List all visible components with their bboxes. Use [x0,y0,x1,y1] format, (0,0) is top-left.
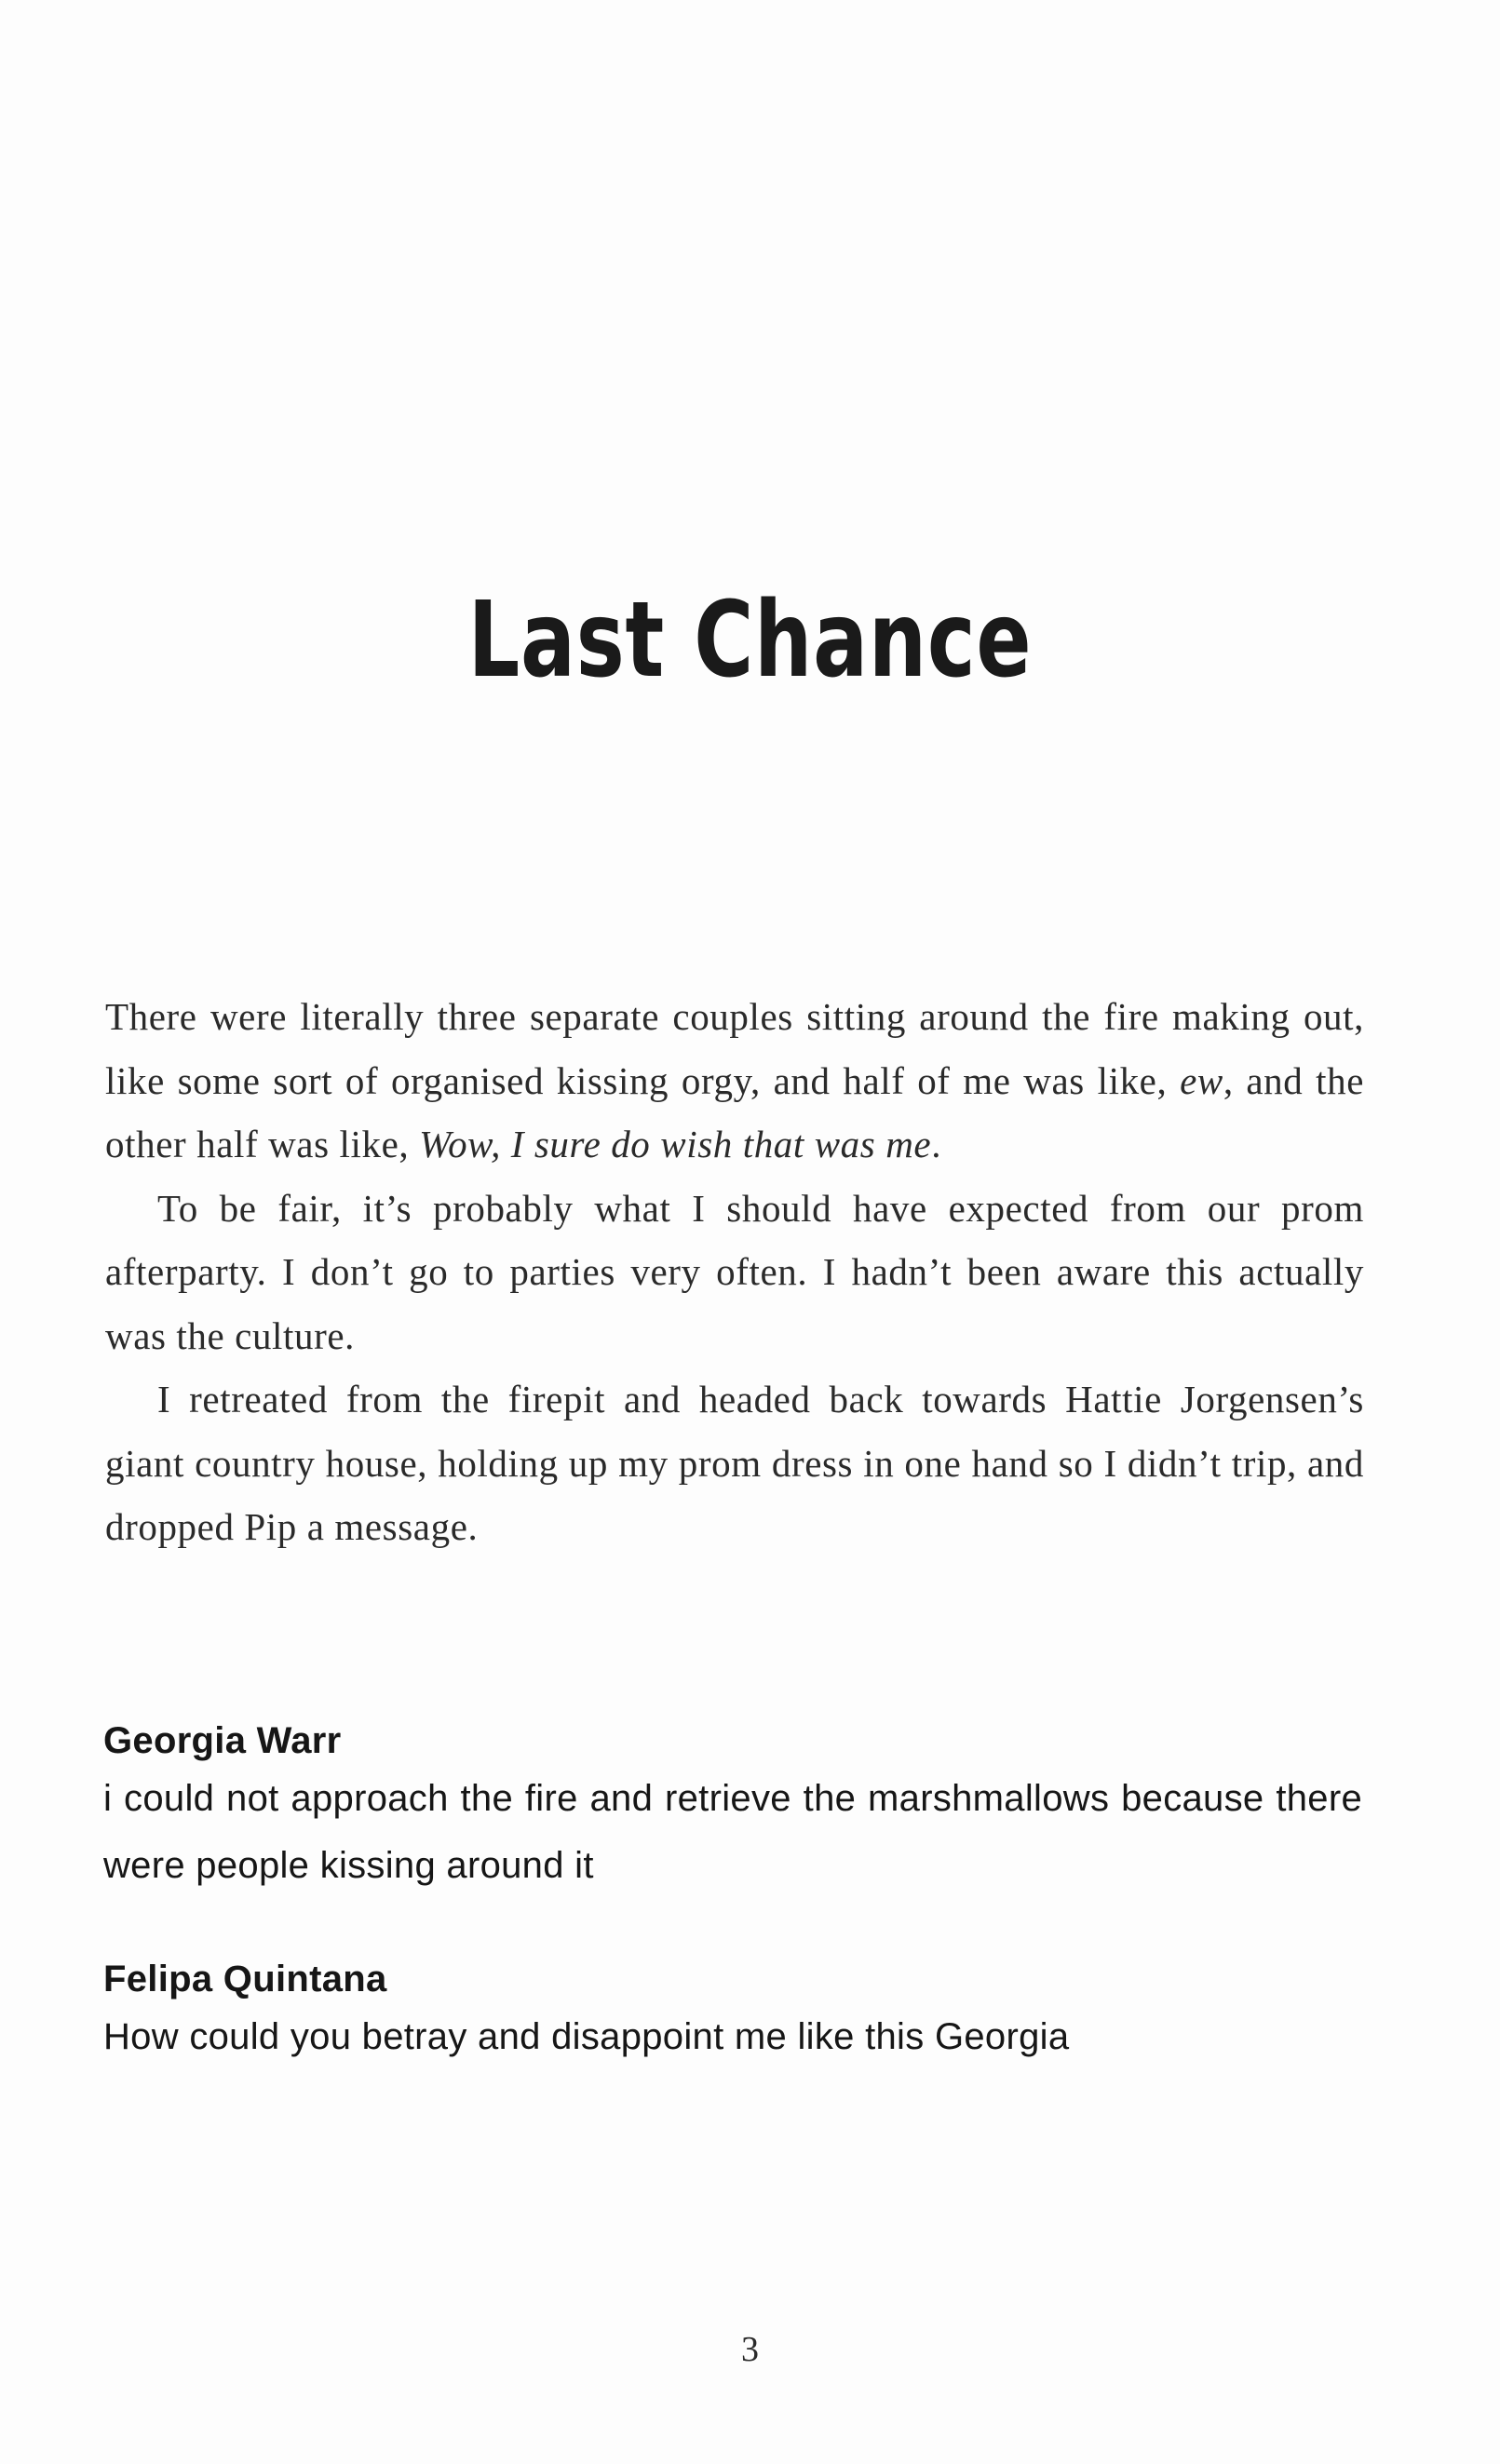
message-text: How could you betray and disappoint me like this Georgia [103,2016,1070,2057]
message-sender: Georgia Warr [103,1720,342,1761]
paragraph-3: I retreated from the firepit and headed back towards Hattie Jorgensen’s giant country house, holding up my prom dress in one hand so I didn’t trip, and dropped Pip a message. [105,1378,1364,1548]
message-item [103,1955,1362,2070]
paragraph-1-text-a: There were literally three separate couples sitting around the fire making out, like some sort of organised kissing orgy, and half of me was like, [105,995,1364,1102]
chapter-title: Last Chance [467,580,1033,702]
paragraph-2: To be fair, it’s probably what I should have expected from our prom afterparty. I don’t go to parties very often. I hadn’t been aware this actually was the culture. [105,1186,1364,1357]
message-sender: Felipa Quintana [103,1959,387,1999]
message-text: i could not approach the fire and retrieve the marshmallows because there were people kissing around it [103,1778,1362,1886]
message-item [103,1717,1362,1899]
paragraph-1-text-b: , and the other half was like, [105,1058,1365,1165]
page-number: 3 [741,2330,759,2369]
message-thread [103,1717,1362,2070]
paragraph-1-italic-ew: ew [1180,1058,1223,1102]
paragraph-1 [105,985,1364,1177]
paragraph-1-italic-wish: Wow, I sure do wish that was me [419,1123,932,1165]
prose-body [105,985,1364,1559]
paragraph-1-text-c: . [931,1123,942,1165]
